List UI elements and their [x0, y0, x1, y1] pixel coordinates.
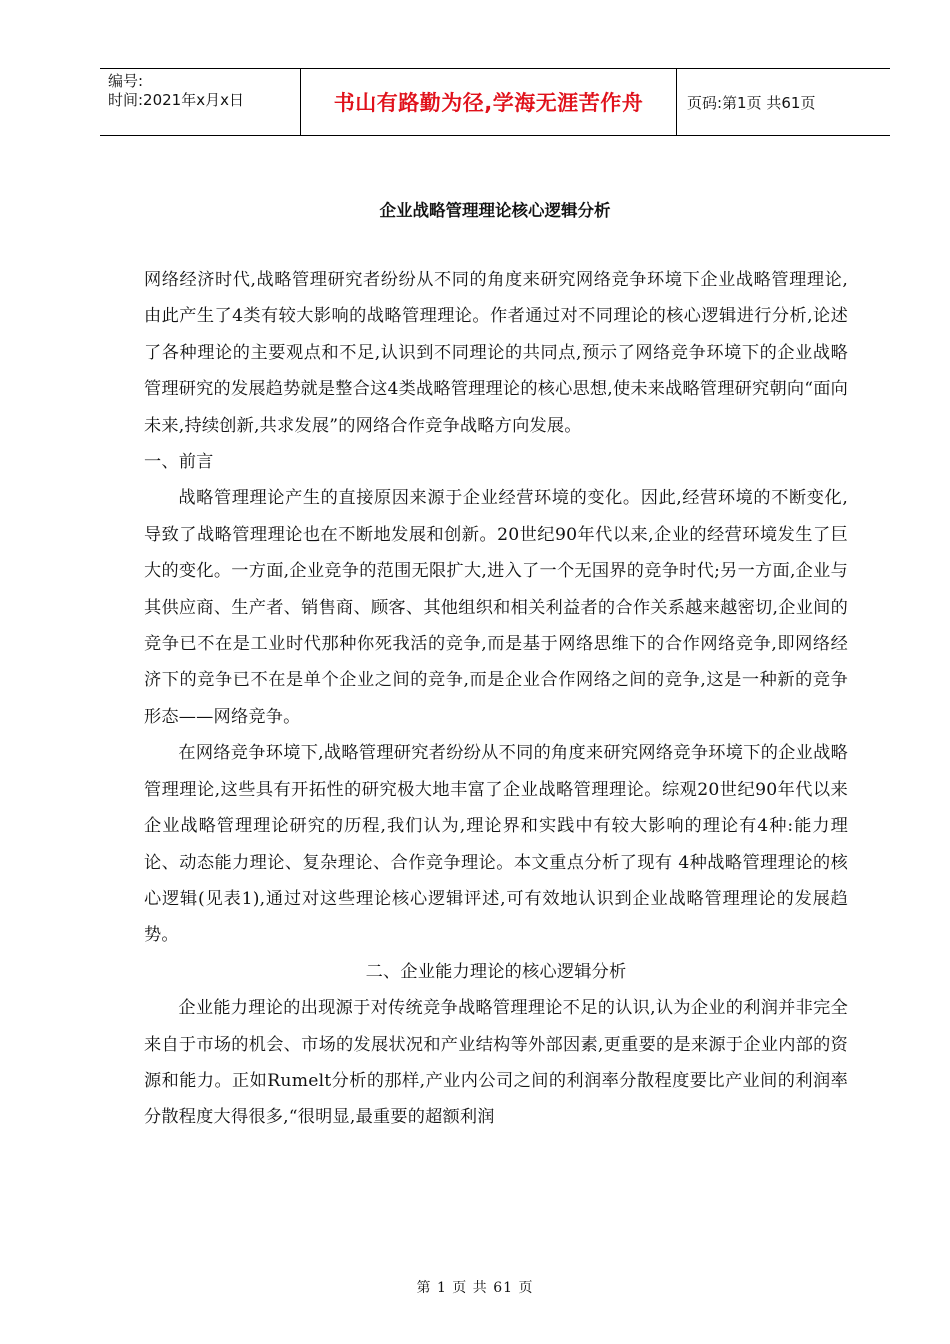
document-body: [144, 262, 848, 1136]
body-paragraph: 企业能力理论的出现源于对传统竞争战略管理理论不足的认识,认为企业的利润并非完全来自于市场的机会、市场的发展状况和产业结构等外部因素,更重要的是来源于企业内部的资源和能力。正如Rumelt分析的那样,产业内公司之间的利润率分散程度要比产业间的利润率分散程度大得很多,“很明显,最重要的超额利润: [144, 998, 848, 1128]
document-header: [100, 68, 890, 136]
section-heading-introduction: 一、前言: [144, 452, 214, 473]
page-footer: 第 1 页 共 61 页: [416, 1280, 534, 1296]
body-paragraph: 战略管理理论产生的直接原因来源于企业经营环境的变化。因此,经营环境的不断变化,导致了战略管理理论也在不断地发展和创新。20世纪90年代以来,企业的经营环境发生了巨大的变化。一方面,企业竞争的范围无限扩大,进入了一个无国界的竞争时代;另一方面,企业与其供应商、生产者、销售商、顾客、其他组织和相关利益者的合作关系越来越密切,企业间的竞争已不在是工业时代那种你死我活的竞争,而是基于网络思维下的合作网络竞争,即网络经济下的竞争已不在是单个企业之间的竞争,而是企业合作网络之间的竞争,这是一种新的竞争形态——网络竞争。: [144, 488, 848, 727]
document-number-label: 编号:: [108, 72, 144, 90]
document-date-label: 时间:2021年x月x日: [108, 91, 244, 109]
header-motto: 书山有路勤为径,学海无涯苦作舟: [301, 69, 677, 135]
body-paragraph: 在网络竞争环境下,战略管理研究者纷纷从不同的角度来研究网络竞争环境下的企业战略管理理论,这些具有开拓性的研究极大地丰富了企业战略管理理论。综观20世纪90年代以来企业战略管理理论研究的历程,我们认为,理论界和实践中有较大影响的理论有4种:能力理论、动态能力理论、复杂理论、合作竞争理论。本文重点分析了现有 4种战略管理理论的核心逻辑(见表1),通过对这些理论核心逻辑评述,可有效地认识到企业战略管理理论的发展趋势。: [144, 743, 848, 946]
header-meta-cell: [100, 69, 301, 135]
document-title: 企业战略管理理论核心逻辑分析: [379, 201, 611, 220]
section-heading-capability-theory: 二、企业能力理论的核心逻辑分析: [365, 961, 627, 982]
abstract-paragraph: 网络经济时代,战略管理研究者纷纷从不同的角度来研究网络竞争环境下企业战略管理理论,由此产生了4类有较大影响的战略管理理论。作者通过对不同理论的核心逻辑进行分析,论述了各种理论的主要观点和不足,认识到不同理论的共同点,预示了网络竞争环境下的企业战略管理研究的发展趋势就是整合这4类战略管理理论的核心思想,使未来战略管理研究朝向“面向未来,持续创新,共求发展”的网络合作竞争战略方向发展。: [144, 270, 848, 436]
header-page-info: 页码:第1页 共61页: [687, 93, 816, 112]
